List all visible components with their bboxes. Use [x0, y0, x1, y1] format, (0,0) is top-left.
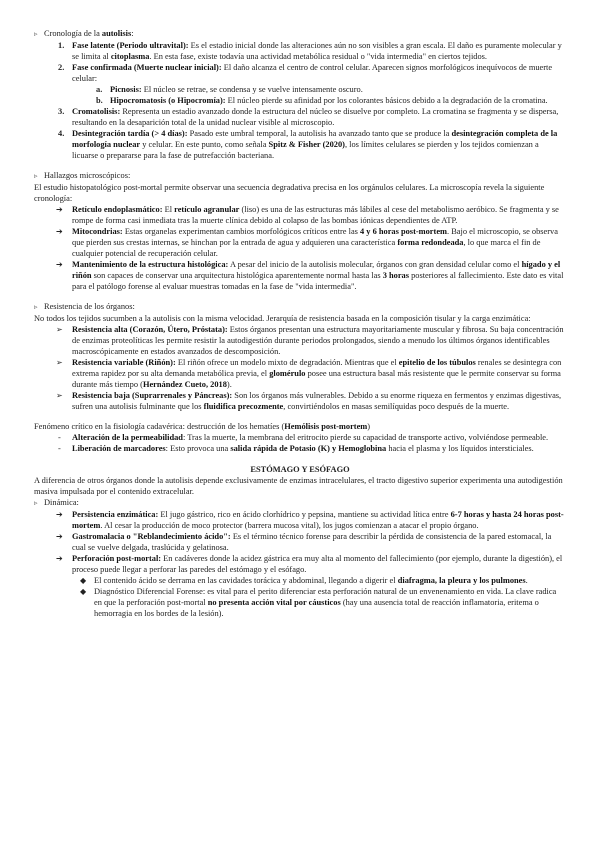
arrow-icon: ➔	[56, 554, 63, 563]
numbered-list	[34, 40, 566, 161]
list-item: ➔ Perforación post-mortal: En cadáveres donde la acidez gástrica era muy alta al momento del fallecimiento (por ejemplo, durante la digestión), el proceso puede llegar a perforar las paredes del estómago y el esófago.	[56, 554, 563, 574]
section-intro: Fenómeno crítico en la fisiología cadavérica: destrucción de los hematíes (Hemólisis post-mortem)	[34, 422, 371, 431]
list-item: 1. Fase latente (Periodo ultravital): Es el estadio inicial donde las alteraciones aún no son visibles a gran escala. El daño es puramente molecular y se limita al citoplasma. En esta fase, existe todavía una actividad metabólica residual o "vida intermedia" en ciertos tejidos.	[58, 41, 562, 61]
sub-list-item: a. Picnosis: El núcleo se retrae, se condensa y se vuelve intensamente oscuro.	[96, 85, 363, 94]
arrow-icon: ➔	[56, 510, 63, 519]
section-organ-resistance	[34, 301, 566, 412]
section-heading: ESTÓMAGO Y ESÓFAGO	[250, 465, 350, 474]
list-item: - Liberación de marcadores: Esto provoca una salida rápida de Potasio (K) y Hemoglobina hacia el plasma y los líquidos intersticiales.	[58, 444, 534, 453]
sub-list-item: b. Hipocromatosis (o Hipocromía): El núcleo pierde su afinidad por los colorantes básicos debido a la degradación de la cromatina.	[96, 96, 548, 105]
list-item: ➢ Resistencia variable (Riñón): El riñón ofrece un modelo mixto de degradación. Mientras que el epitelio de los túbulos renales se desintegra con extrema rapidez por su alta demanda metabólica previa, el glomérulo posee una estructura basal más resistente que le permite conservar su forma durante más tiempo (Hernández Cueto, 2018).	[56, 358, 562, 389]
list-item: ➔ Gastromalacia o "Reblandecimiento ácido": Es el término técnico forense para describir la pérdida de consistencia de la pared estomacal, la cual se vuelve delgada, traslúcida y gelatinosa.	[56, 532, 552, 552]
section-intro: El estudio histopatológico post-mortal permite observar una secuencia degradativa precisa en los orgánulos celulares. La microscopía revela la siguiente cronología:	[34, 183, 545, 203]
section-stomach-esophagus	[34, 464, 566, 619]
dash-icon: -	[58, 444, 61, 453]
triangle-icon: ▹	[34, 303, 38, 311]
list-item: ➢ Resistencia alta (Corazón, Útero, Próstata): Estos órganos presentan una estructura mayoritariamente muscular y fibrosa. Su baja concentración de enzimas proteolíticas les permite resistir la autodigestión durante periodos prolongados, siendo a menudo los últimos órganos identificables macroscópicamente en estados avanzados de descomposición.	[56, 325, 564, 356]
triangle-icon: ▹	[34, 30, 38, 38]
arrow-list	[34, 204, 566, 292]
arrow-icon: ➔	[56, 227, 63, 236]
diamond-icon: ◆	[80, 576, 87, 585]
arrowhead-icon: ➢	[56, 325, 63, 334]
section-hemolysis	[34, 421, 566, 454]
arrow-icon: ➔	[56, 205, 63, 214]
list-item: 2. Fase confirmada (Muerte nuclear inicial): El daño alcanza el centro de control celular. Aparecen signos morfológicos inequívocos de muerte celular:	[58, 63, 553, 83]
list-item: ➔ Mantenimiento de la estructura histológica: A pesar del inicio de la autolisis molecular, órganos con gran densidad celular como el hígado y el riñón son capaces de conservar una arquitectura histológica aparentemente normal hasta las 3 horas posteriores al fallecimiento. Este dato es vital para el patólogo forense al evaluar muestras tomadas en la fase de "vida intermedia".	[56, 260, 564, 291]
section-autolisis-chronology	[34, 28, 566, 161]
triangle-icon: ▹	[34, 172, 38, 180]
subsection-title: ▹ Dinámica:	[34, 498, 79, 507]
section-title: ▹ Hallazgos microscópicos:	[34, 171, 131, 180]
section-title: ▹ Cronología de la autolisis:	[34, 29, 134, 38]
sub-list-item: ◆ El contenido ácido se derrama en las cavidades torácica y abdominal, llegando a digerir el diafragma, la pleura y los pulmones.	[80, 576, 528, 585]
arrowhead-list	[34, 324, 566, 412]
diamond-icon: ◆	[80, 587, 87, 596]
arrow-list	[34, 509, 566, 619]
arrowhead-icon: ➢	[56, 358, 63, 367]
section-title: ▹ Resistencia de los órganos:	[34, 302, 135, 311]
section-intro: A diferencia de otros órganos donde la autolisis depende exclusivamente de enzimas intracelulares, el tracto digestivo superior experimenta una autodigestión masiva impulsada por el contenido extracelular.	[34, 476, 563, 496]
sub-list-item: ◆ Diagnóstico Diferencial Forense: es vital para el perito diferenciar esta perforación natural de un envenenamiento en vida. La clave radica en que la perforación post-mortal no presenta acción vital por cáusticos (hay una ausencia total de reacción inflamatoria, eritema o hemorragia en los bordes de la lesión).	[80, 587, 557, 618]
list-item: - Alteración de la permeabilidad: Tras la muerte, la membrana del eritrocito pierde su capacidad de transporte activo, volviéndose permeable.	[58, 433, 549, 442]
list-item: ➢ Resistencia baja (Suprarrenales y Páncreas): Son los órganos más vulnerables. Debido a su enorme riqueza en fermentos y enzimas digestivas, sufren una autolisis fulminante que los fluidifica precozmente, convirtiéndolos en masas semilíquidas poco después de la muerte.	[56, 391, 562, 411]
section-microscopic-findings	[34, 170, 566, 292]
list-item: 3. Cromatolisis: Representa un estadio avanzado donde la estructura del núcleo se disuelve por completo. La cromatina se fragmenta y se dispersa, resultando en la desaparición total de la unidad nuclear visible al microscopio.	[58, 107, 559, 127]
list-item: ➔ Mitocondrias: Estas organelas experimentan cambios morfológicos críticos entre las 4 y 6 horas post-mortem. Bajo el microscopio, se observa que pierden sus crestas internas, se hinchan por la entrada de agua y adquieren una característica forma redondeada, lo que marca el fin de cualquier potencial de recuperación celular.	[56, 227, 558, 258]
list-item: ➔ Retículo endoplasmático: El retículo agranular (liso) es una de las estructuras más lábiles al cese del metabolismo aeróbico. Se fragmenta y se rompe de forma casi inmediata tras la muerte clínica debido al colapso de las bombas iónicas dependientes de ATP.	[56, 205, 559, 225]
section-intro: No todos los tejidos sucumben a la autolisis con la misma velocidad. Jerarquía de resistencia basada en la composición tisular y la carga enzimática:	[34, 314, 531, 323]
dash-icon: -	[58, 433, 61, 442]
dash-list	[34, 432, 566, 454]
arrow-icon: ➔	[56, 260, 63, 269]
triangle-icon: ▹	[34, 499, 38, 507]
list-item: ➔ Persistencia enzimática: El jugo gástrico, rico en ácido clorhídrico y pepsina, mantiene su actividad lítica entre 6-7 horas y hasta 24 horas post-mortem. Al cesar la producción de moco protector (barrera mucosa vital), los jugos comienzan a atacar el propio órgano.	[56, 510, 564, 530]
list-item: 4. Desintegración tardía (> 4 días): Pasado este umbral temporal, la autolisis ha avanzado tanto que se produce la desintegración completa de la morfología nuclear y celular. En este punto, como señala Spitz & Fisher (2020), los límites celulares se pierden y los tejidos comienzan a licuarse o prepararse para la fase de putrefacción bacteriana.	[58, 129, 558, 160]
arrowhead-icon: ➢	[56, 391, 63, 400]
arrow-icon: ➔	[56, 532, 63, 541]
